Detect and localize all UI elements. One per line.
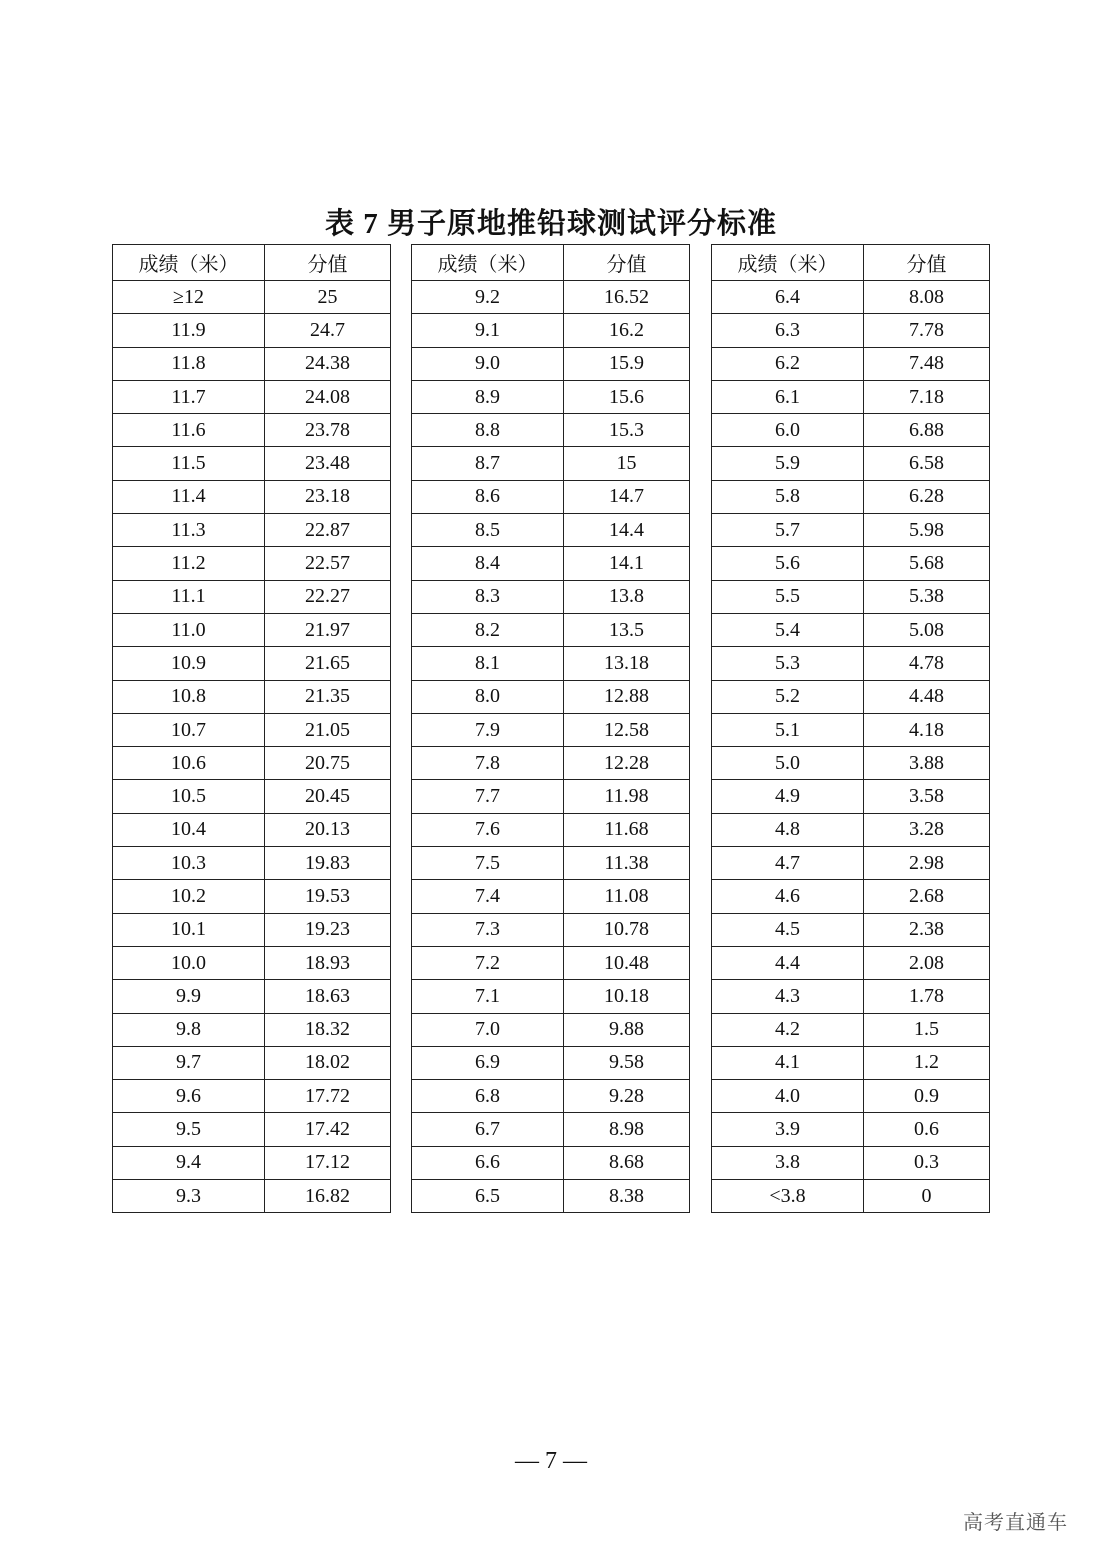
score-cell: 7.5 bbox=[412, 847, 564, 880]
score-cell: 11.2 bbox=[113, 547, 265, 580]
points-cell: 15.9 bbox=[564, 347, 690, 380]
points-cell: 1.2 bbox=[864, 1046, 990, 1079]
score-cell: 7.3 bbox=[412, 913, 564, 946]
table-row bbox=[712, 414, 990, 447]
score-cell: 9.1 bbox=[412, 314, 564, 347]
column-header-score: 成绩（米） bbox=[712, 245, 864, 281]
points-cell: 7.18 bbox=[864, 380, 990, 413]
table-row bbox=[712, 447, 990, 480]
score-cell: 9.9 bbox=[113, 980, 265, 1013]
points-cell: 5.68 bbox=[864, 547, 990, 580]
table-row bbox=[412, 281, 690, 314]
points-cell: 21.35 bbox=[265, 680, 391, 713]
score-cell: 7.1 bbox=[412, 980, 564, 1013]
table-row bbox=[412, 547, 690, 580]
score-cell: 10.4 bbox=[113, 813, 265, 846]
table-row bbox=[712, 880, 990, 913]
points-cell: 10.48 bbox=[564, 946, 690, 979]
score-table-3 bbox=[711, 244, 990, 1213]
table-row bbox=[412, 1146, 690, 1179]
score-cell: 5.9 bbox=[712, 447, 864, 480]
score-cell: 9.6 bbox=[113, 1080, 265, 1113]
score-cell: 3.9 bbox=[712, 1113, 864, 1146]
points-cell: 5.08 bbox=[864, 613, 990, 646]
table-row bbox=[712, 613, 990, 646]
table-row bbox=[113, 946, 391, 979]
table-row bbox=[712, 847, 990, 880]
score-cell: 5.2 bbox=[712, 680, 864, 713]
score-cell: 7.7 bbox=[412, 780, 564, 813]
table-row bbox=[412, 314, 690, 347]
score-cell: 8.7 bbox=[412, 447, 564, 480]
table-row bbox=[412, 1180, 690, 1213]
table-row bbox=[113, 447, 391, 480]
score-cell: 9.7 bbox=[113, 1046, 265, 1079]
table-row bbox=[412, 946, 690, 979]
column-header-points: 分值 bbox=[564, 245, 690, 281]
score-cell: 8.3 bbox=[412, 580, 564, 613]
points-cell: 9.88 bbox=[564, 1013, 690, 1046]
table-row bbox=[113, 514, 391, 547]
table-row bbox=[412, 613, 690, 646]
table-row bbox=[113, 1080, 391, 1113]
score-cell: 8.9 bbox=[412, 380, 564, 413]
points-cell: 23.48 bbox=[265, 447, 391, 480]
points-cell: 17.12 bbox=[265, 1146, 391, 1179]
table-row bbox=[412, 1113, 690, 1146]
table-row bbox=[113, 1146, 391, 1179]
points-cell: 11.68 bbox=[564, 813, 690, 846]
points-cell: 14.4 bbox=[564, 514, 690, 547]
score-cell: 7.0 bbox=[412, 1013, 564, 1046]
table-row bbox=[113, 347, 391, 380]
score-cell: 4.3 bbox=[712, 980, 864, 1013]
table-row bbox=[412, 1080, 690, 1113]
points-cell: 13.5 bbox=[564, 613, 690, 646]
score-cell: 10.2 bbox=[113, 880, 265, 913]
points-cell: 8.98 bbox=[564, 1113, 690, 1146]
table-row bbox=[113, 780, 391, 813]
points-cell: 2.38 bbox=[864, 913, 990, 946]
table-row bbox=[712, 1146, 990, 1179]
points-cell: 18.93 bbox=[265, 946, 391, 979]
points-cell: 18.02 bbox=[265, 1046, 391, 1079]
points-cell: 4.18 bbox=[864, 713, 990, 746]
table-row bbox=[113, 647, 391, 680]
points-cell: 1.5 bbox=[864, 1013, 990, 1046]
table-title: 表 7 男子原地推铅球测试评分标准 bbox=[324, 208, 777, 240]
score-cell: 11.4 bbox=[113, 480, 265, 513]
points-cell: 5.98 bbox=[864, 514, 990, 547]
score-cell: 6.5 bbox=[412, 1180, 564, 1213]
score-cell: 10.8 bbox=[113, 680, 265, 713]
points-cell: 8.68 bbox=[564, 1146, 690, 1179]
table-row bbox=[712, 780, 990, 813]
table-row bbox=[113, 380, 391, 413]
table-row bbox=[712, 747, 990, 780]
points-cell: 15.3 bbox=[564, 414, 690, 447]
table-row bbox=[412, 913, 690, 946]
score-cell: 9.2 bbox=[412, 281, 564, 314]
column-header-score: 成绩（米） bbox=[113, 245, 265, 281]
table-row bbox=[712, 1013, 990, 1046]
points-cell: 22.57 bbox=[265, 547, 391, 580]
score-cell: 4.2 bbox=[712, 1013, 864, 1046]
score-cell: 11.6 bbox=[113, 414, 265, 447]
score-cell: 9.3 bbox=[113, 1180, 265, 1213]
points-cell: 17.42 bbox=[265, 1113, 391, 1146]
table-row bbox=[712, 946, 990, 979]
table-row bbox=[412, 347, 690, 380]
score-cell: 9.4 bbox=[113, 1146, 265, 1179]
score-table-1 bbox=[112, 244, 391, 1213]
points-cell: 4.48 bbox=[864, 680, 990, 713]
score-cell: 4.6 bbox=[712, 880, 864, 913]
score-cell: 7.8 bbox=[412, 747, 564, 780]
header-row bbox=[113, 245, 391, 281]
points-cell: 0.9 bbox=[864, 1080, 990, 1113]
points-cell: 12.88 bbox=[564, 680, 690, 713]
table-row bbox=[412, 780, 690, 813]
table-row bbox=[113, 747, 391, 780]
table-row bbox=[412, 647, 690, 680]
table-row bbox=[712, 281, 990, 314]
points-cell: 19.23 bbox=[265, 913, 391, 946]
points-cell: 0.3 bbox=[864, 1146, 990, 1179]
table-row bbox=[712, 913, 990, 946]
points-cell: 20.13 bbox=[265, 813, 391, 846]
points-cell: 13.8 bbox=[564, 580, 690, 613]
points-cell: 2.98 bbox=[864, 847, 990, 880]
score-cell: 7.9 bbox=[412, 713, 564, 746]
table-row bbox=[412, 1013, 690, 1046]
score-cell: 9.0 bbox=[412, 347, 564, 380]
table-row bbox=[712, 680, 990, 713]
points-cell: 24.38 bbox=[265, 347, 391, 380]
score-cell: 4.9 bbox=[712, 780, 864, 813]
score-cell: 5.1 bbox=[712, 713, 864, 746]
table-row bbox=[113, 281, 391, 314]
score-cell: 9.8 bbox=[113, 1013, 265, 1046]
table-row bbox=[113, 480, 391, 513]
points-cell: 23.18 bbox=[265, 480, 391, 513]
column-header-points: 分值 bbox=[265, 245, 391, 281]
points-cell: 12.28 bbox=[564, 747, 690, 780]
table-row bbox=[412, 447, 690, 480]
table-row bbox=[412, 713, 690, 746]
points-cell: 2.08 bbox=[864, 946, 990, 979]
points-cell: 6.28 bbox=[864, 480, 990, 513]
table-row bbox=[113, 680, 391, 713]
score-cell: <3.8 bbox=[712, 1180, 864, 1213]
points-cell: 8.38 bbox=[564, 1180, 690, 1213]
points-cell: 12.58 bbox=[564, 713, 690, 746]
table-row bbox=[113, 414, 391, 447]
table-row bbox=[412, 414, 690, 447]
points-cell: 24.7 bbox=[265, 314, 391, 347]
points-cell: 7.48 bbox=[864, 347, 990, 380]
score-cell: 8.5 bbox=[412, 514, 564, 547]
score-cell: 11.0 bbox=[113, 613, 265, 646]
score-cell: 6.9 bbox=[412, 1046, 564, 1079]
points-cell: 13.18 bbox=[564, 647, 690, 680]
score-cell: 10.0 bbox=[113, 946, 265, 979]
table-row bbox=[412, 813, 690, 846]
table-row bbox=[712, 713, 990, 746]
points-cell: 16.2 bbox=[564, 314, 690, 347]
score-cell: 4.7 bbox=[712, 847, 864, 880]
score-cell: 11.8 bbox=[113, 347, 265, 380]
score-cell: 11.1 bbox=[113, 580, 265, 613]
points-cell: 3.88 bbox=[864, 747, 990, 780]
watermark: 高考直通车 bbox=[963, 1510, 1068, 1534]
points-cell: 9.28 bbox=[564, 1080, 690, 1113]
table-row bbox=[412, 980, 690, 1013]
table-row bbox=[412, 747, 690, 780]
score-cell: 11.9 bbox=[113, 314, 265, 347]
table-row bbox=[712, 480, 990, 513]
score-cell: 5.0 bbox=[712, 747, 864, 780]
score-cell: 4.1 bbox=[712, 1046, 864, 1079]
table-row bbox=[712, 580, 990, 613]
table-row bbox=[412, 380, 690, 413]
table-row bbox=[412, 847, 690, 880]
table-row bbox=[412, 514, 690, 547]
points-cell: 10.78 bbox=[564, 913, 690, 946]
table-row bbox=[712, 347, 990, 380]
table-row bbox=[412, 880, 690, 913]
points-cell: 0.6 bbox=[864, 1113, 990, 1146]
table-row bbox=[412, 480, 690, 513]
points-cell: 9.58 bbox=[564, 1046, 690, 1079]
points-cell: 0 bbox=[864, 1180, 990, 1213]
points-cell: 17.72 bbox=[265, 1080, 391, 1113]
score-cell: 11.3 bbox=[113, 514, 265, 547]
points-cell: 6.88 bbox=[864, 414, 990, 447]
points-cell: 15 bbox=[564, 447, 690, 480]
score-cell: 10.5 bbox=[113, 780, 265, 813]
table-row bbox=[412, 680, 690, 713]
points-cell: 3.28 bbox=[864, 813, 990, 846]
score-cell: 6.0 bbox=[712, 414, 864, 447]
score-cell: 5.6 bbox=[712, 547, 864, 580]
points-cell: 11.98 bbox=[564, 780, 690, 813]
table-row bbox=[113, 1113, 391, 1146]
score-cell: 4.5 bbox=[712, 913, 864, 946]
score-cell: 8.6 bbox=[412, 480, 564, 513]
points-cell: 24.08 bbox=[265, 380, 391, 413]
points-cell: 19.53 bbox=[265, 880, 391, 913]
table-row bbox=[113, 980, 391, 1013]
points-cell: 15.6 bbox=[564, 380, 690, 413]
table-row bbox=[113, 1013, 391, 1046]
score-cell: 7.2 bbox=[412, 946, 564, 979]
points-cell: 18.63 bbox=[265, 980, 391, 1013]
points-cell: 21.05 bbox=[265, 713, 391, 746]
score-cell: 10.3 bbox=[113, 847, 265, 880]
points-cell: 1.78 bbox=[864, 980, 990, 1013]
score-cell: 8.8 bbox=[412, 414, 564, 447]
points-cell: 22.27 bbox=[265, 580, 391, 613]
table-row bbox=[113, 314, 391, 347]
points-cell: 20.75 bbox=[265, 747, 391, 780]
table-row bbox=[712, 380, 990, 413]
score-cell: 6.1 bbox=[712, 380, 864, 413]
table-row bbox=[712, 1113, 990, 1146]
score-cell: 6.3 bbox=[712, 314, 864, 347]
points-cell: 20.45 bbox=[265, 780, 391, 813]
score-cell: 10.1 bbox=[113, 913, 265, 946]
column-header-score: 成绩（米） bbox=[412, 245, 564, 281]
score-cell: 6.7 bbox=[412, 1113, 564, 1146]
table-row bbox=[412, 580, 690, 613]
header-row bbox=[712, 245, 990, 281]
score-cell: 3.8 bbox=[712, 1146, 864, 1179]
table-row bbox=[113, 880, 391, 913]
points-cell: 22.87 bbox=[265, 514, 391, 547]
points-cell: 16.52 bbox=[564, 281, 690, 314]
points-cell: 14.1 bbox=[564, 547, 690, 580]
page-number: — 7 — bbox=[515, 1448, 587, 1474]
table-row bbox=[113, 547, 391, 580]
points-cell: 11.38 bbox=[564, 847, 690, 880]
score-cell: 5.7 bbox=[712, 514, 864, 547]
score-cell: 8.4 bbox=[412, 547, 564, 580]
points-cell: 2.68 bbox=[864, 880, 990, 913]
column-header-points: 分值 bbox=[864, 245, 990, 281]
points-cell: 21.65 bbox=[265, 647, 391, 680]
score-cell: 7.4 bbox=[412, 880, 564, 913]
table-row bbox=[113, 1180, 391, 1213]
points-cell: 18.32 bbox=[265, 1013, 391, 1046]
table-row bbox=[712, 1080, 990, 1113]
points-cell: 16.82 bbox=[265, 1180, 391, 1213]
header-row bbox=[412, 245, 690, 281]
points-cell: 8.08 bbox=[864, 281, 990, 314]
table-row bbox=[712, 1180, 990, 1213]
table-row bbox=[712, 314, 990, 347]
score-cell: ≥12 bbox=[113, 281, 265, 314]
points-cell: 23.78 bbox=[265, 414, 391, 447]
points-cell: 3.58 bbox=[864, 780, 990, 813]
table-row bbox=[113, 613, 391, 646]
table-row bbox=[712, 1046, 990, 1079]
score-cell: 6.2 bbox=[712, 347, 864, 380]
score-table-2 bbox=[411, 244, 690, 1213]
points-cell: 4.78 bbox=[864, 647, 990, 680]
score-cell: 4.8 bbox=[712, 813, 864, 846]
score-cell: 6.4 bbox=[712, 281, 864, 314]
score-cell: 8.2 bbox=[412, 613, 564, 646]
score-cell: 7.6 bbox=[412, 813, 564, 846]
table-row bbox=[113, 1046, 391, 1079]
score-cell: 11.5 bbox=[113, 447, 265, 480]
points-cell: 19.83 bbox=[265, 847, 391, 880]
points-cell: 10.18 bbox=[564, 980, 690, 1013]
score-cell: 4.0 bbox=[712, 1080, 864, 1113]
score-cell: 10.7 bbox=[113, 713, 265, 746]
table-row bbox=[712, 547, 990, 580]
score-cell: 5.4 bbox=[712, 613, 864, 646]
table-row bbox=[113, 713, 391, 746]
table-row bbox=[712, 813, 990, 846]
points-cell: 7.78 bbox=[864, 314, 990, 347]
score-cell: 5.5 bbox=[712, 580, 864, 613]
score-cell: 5.8 bbox=[712, 480, 864, 513]
score-cell: 9.5 bbox=[113, 1113, 265, 1146]
table-row bbox=[113, 580, 391, 613]
table-row bbox=[113, 813, 391, 846]
table-row bbox=[712, 647, 990, 680]
table-row bbox=[113, 913, 391, 946]
table-row bbox=[712, 514, 990, 547]
table-row bbox=[113, 847, 391, 880]
score-cell: 4.4 bbox=[712, 946, 864, 979]
score-cell: 6.6 bbox=[412, 1146, 564, 1179]
table-row bbox=[712, 980, 990, 1013]
table-row bbox=[412, 1046, 690, 1079]
points-cell: 11.08 bbox=[564, 880, 690, 913]
score-cell: 10.9 bbox=[113, 647, 265, 680]
points-cell: 6.58 bbox=[864, 447, 990, 480]
points-cell: 25 bbox=[265, 281, 391, 314]
points-cell: 21.97 bbox=[265, 613, 391, 646]
points-cell: 5.38 bbox=[864, 580, 990, 613]
score-cell: 10.6 bbox=[113, 747, 265, 780]
score-cell: 8.1 bbox=[412, 647, 564, 680]
score-cell: 6.8 bbox=[412, 1080, 564, 1113]
score-cell: 5.3 bbox=[712, 647, 864, 680]
points-cell: 14.7 bbox=[564, 480, 690, 513]
score-cell: 11.7 bbox=[113, 380, 265, 413]
score-cell: 8.0 bbox=[412, 680, 564, 713]
